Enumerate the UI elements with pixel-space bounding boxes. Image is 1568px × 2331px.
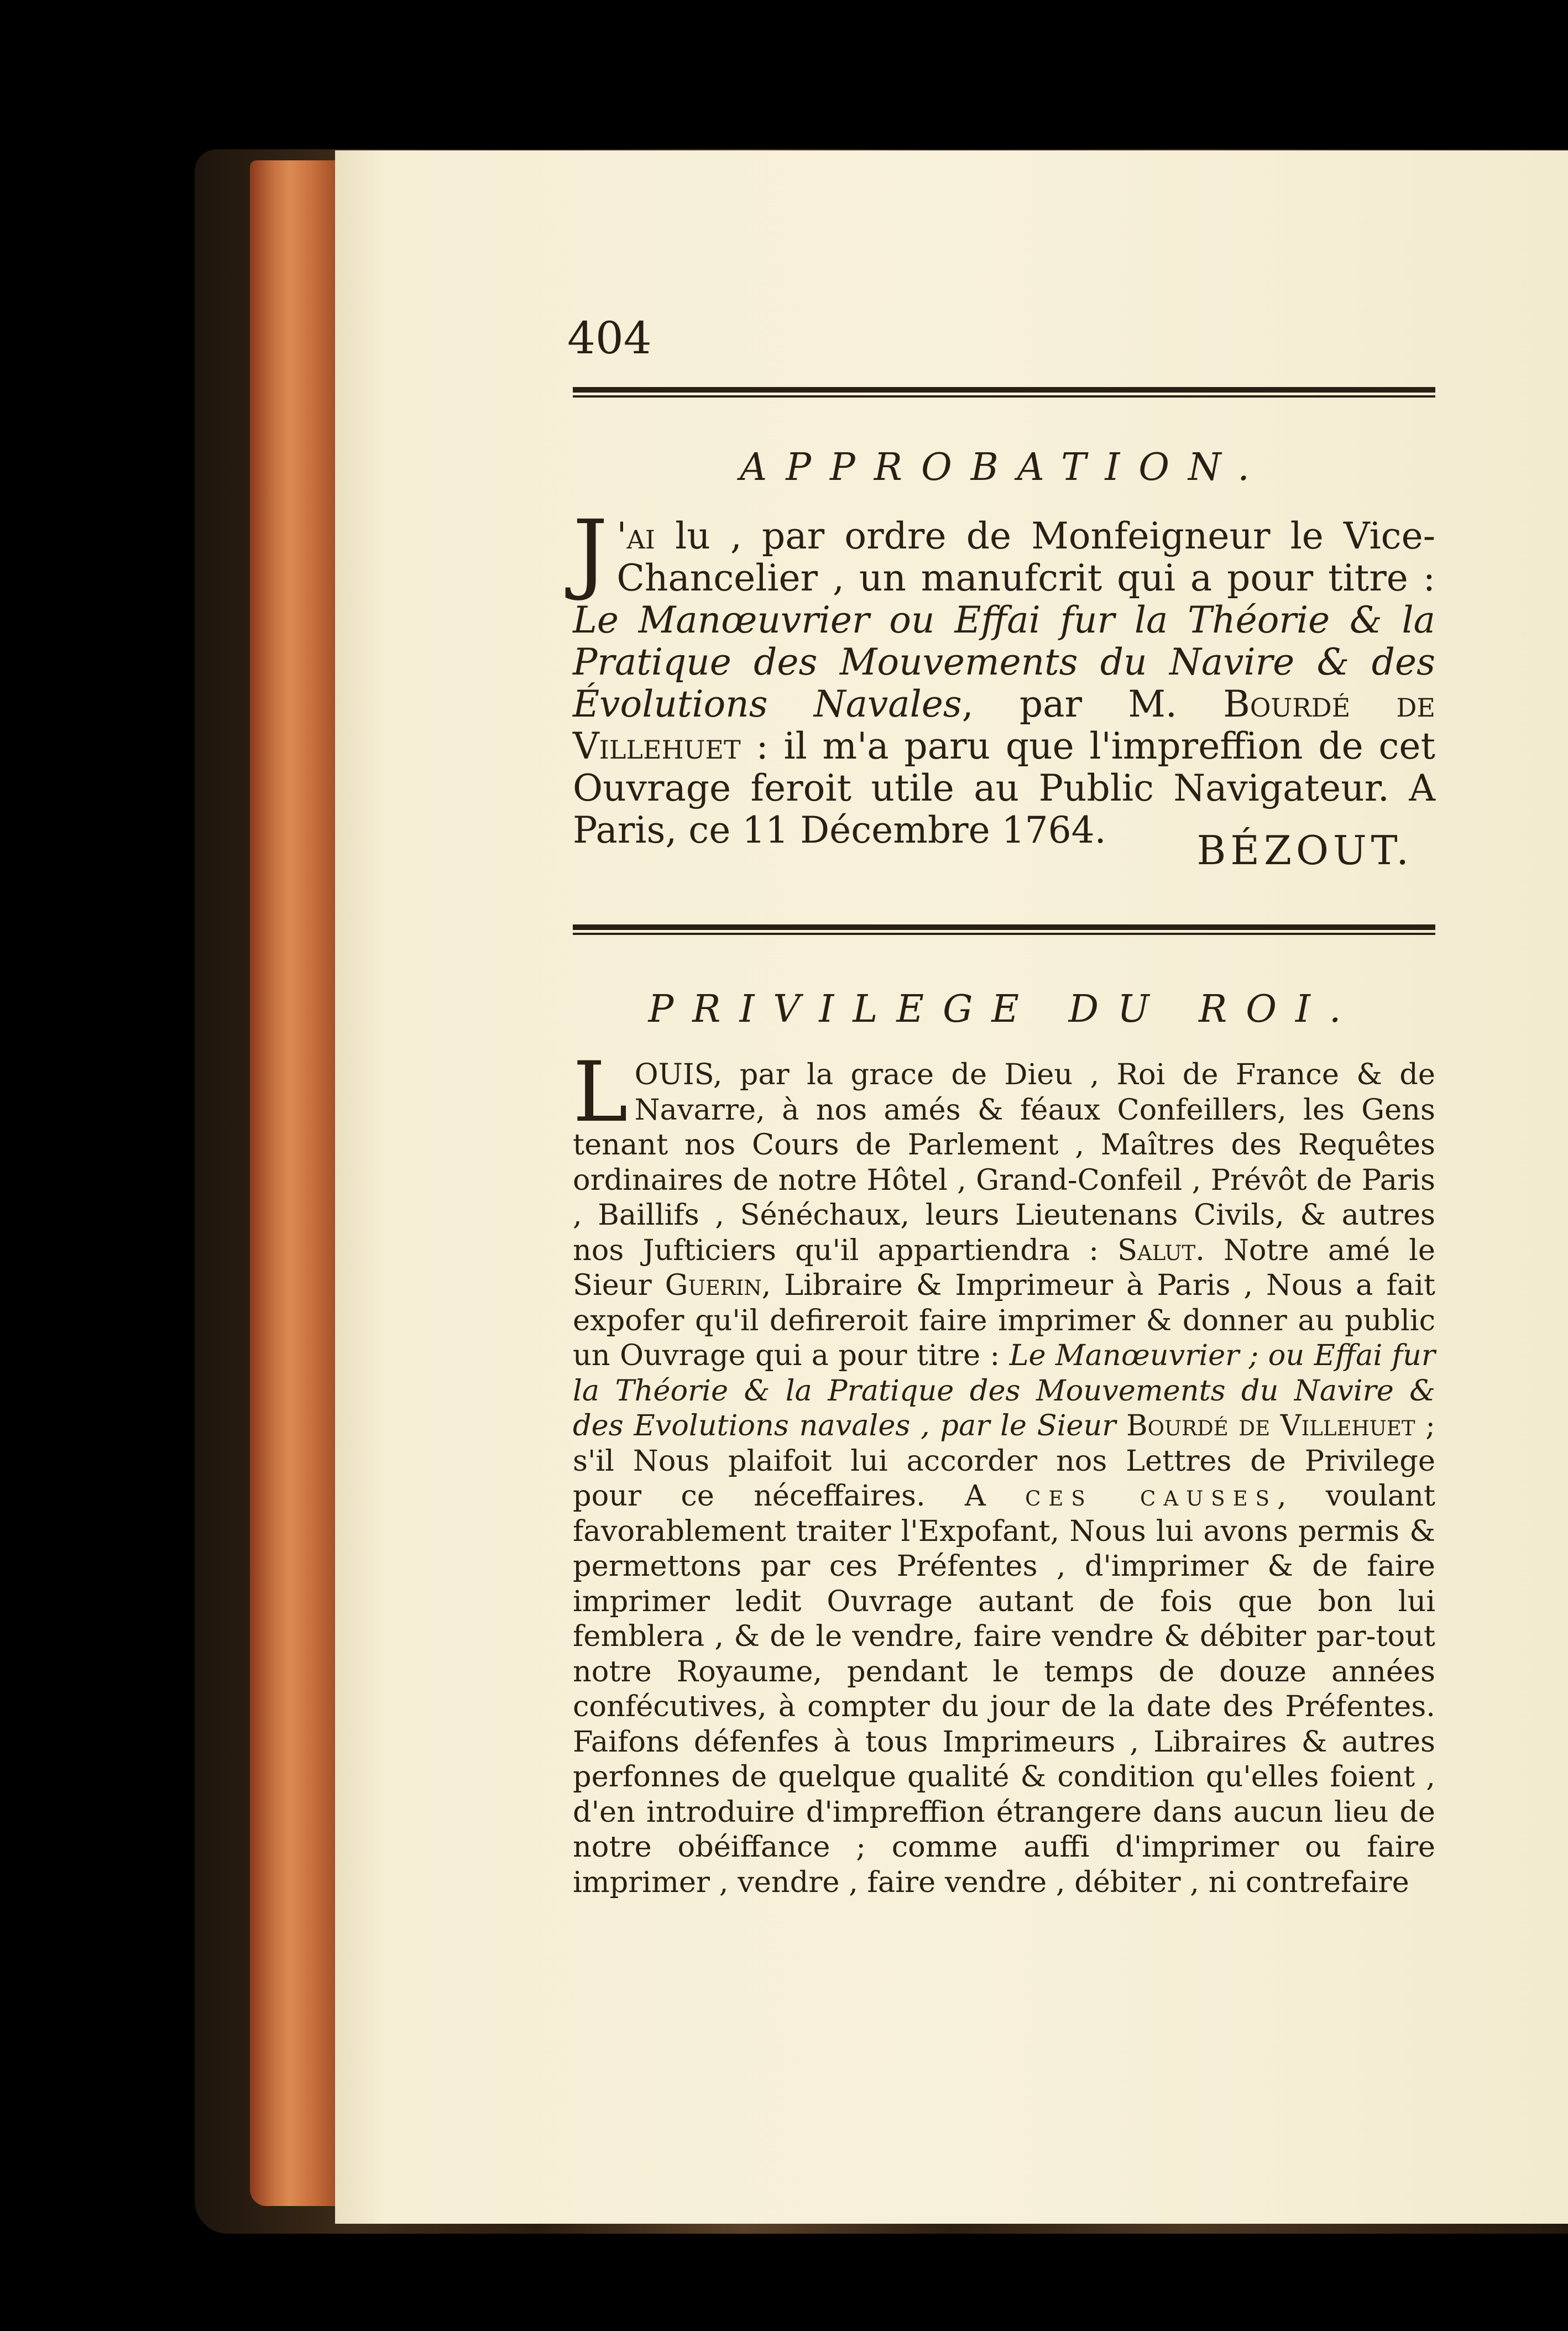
approbation-text: [573, 501, 1436, 851]
privilege-text-2: Notre amé le Sieur: [573, 1233, 1435, 1302]
approbation-text-1: lu , par ordre de Monfeigneur le Vice-Chancelier , un manufcrit qui a pour titre :: [616, 515, 1435, 599]
privilege-text-5: , voulant favorablement traiter l'Expofant, Nous lui avons permis & permettons par ces Préfentes , d'imprimer & de faire imprimer ledit Ouvrage autant de fois que bon lui femblera , & de le vendre, faire vendre & débiter par-tout notre Royaume, pendant le temps de douze années confécutives, à compter du jour de la date des Préfentes. Faifons défenfes à tous Imprimeurs , Libraires & autres perfonnes de quelque qualité & condition qu'elles foient , d'en introduire d'impreffion étrangere dans aucun lieu de notre obéiffance ; comme auffi d'imprimer ou faire imprimer , vendre , faire vendre , débiter , ni contrefaire: [573, 1479, 1435, 1899]
privilege-text-4: ; s'il Nous plaifoit lui accorder nos Lettres de Privilege pour ce néceffaires. A: [573, 1409, 1435, 1513]
approbation-heading: APPROBATION.: [740, 446, 1268, 489]
privilege-salut: Salut.: [1117, 1233, 1205, 1267]
top-rule: [573, 387, 1435, 398]
privilege-heading: PRIVILEGE DU ROI.: [648, 987, 1360, 1031]
approbation-author: Bourdé de Villehuet: [573, 683, 1436, 767]
approbation-signature: BÉZOUT.: [1196, 827, 1413, 874]
approbation-text-2: , par M.: [961, 683, 1224, 725]
privilege-text-1: , par la grace de Dieu , Roi de France & de Navarre, à nos amés & féaux Confeillers, les Gens tenant nos Cours de Parlement , Maîtres des Requêtes ordinaires de notre Hôtel , Grand-Confeil , Prévôt de Paris , Baillifs , Sénéchaux, leurs Lieutenans Civils, & autres nos Jufticiers qu'il appartiendra :: [573, 1058, 1435, 1267]
approbation-dropcap: J: [573, 501, 608, 603]
privilege-text-3: , Libraire & Imprimeur à Paris , Nous a fait expofer qu'il defireroit faire imprimer & donner au public un Ouvrage qui a pour titre :: [573, 1268, 1435, 1372]
page-number: 404: [567, 312, 652, 364]
privilege-dropcap: L: [573, 1044, 628, 1141]
book-page: [335, 150, 1568, 2224]
middle-rule: [573, 924, 1435, 935]
privilege-author: Bourdé de Villehuet: [1116, 1409, 1415, 1442]
approbation-lead: 'ai: [616, 515, 655, 557]
approbation-text-3: : il m'a paru que l'impreffion de cet Ouvrage feroit utile au Public Navigateur. A Paris, ce 11 Décembre 1764.: [573, 725, 1435, 851]
privilege-guerin: Guerin: [665, 1268, 762, 1302]
approbation-book-title: Le Manœuvrier ou Effai fur la Théorie & la Pratique des Mouvements du Navire & des Évolutions Navales: [573, 599, 1435, 725]
privilege-ces-causes: ces causes: [1025, 1479, 1277, 1513]
page-edge: [250, 160, 338, 2206]
privilege-book-title: Le Manœuvrier ; ou Effai fur la Théorie & la Pratique des Mouvements du Navire & des Evolutions navales , par le Sieur: [573, 1339, 1435, 1442]
privilege-text: [573, 1044, 1435, 1900]
privilege-lead: OUIS: [634, 1058, 713, 1091]
